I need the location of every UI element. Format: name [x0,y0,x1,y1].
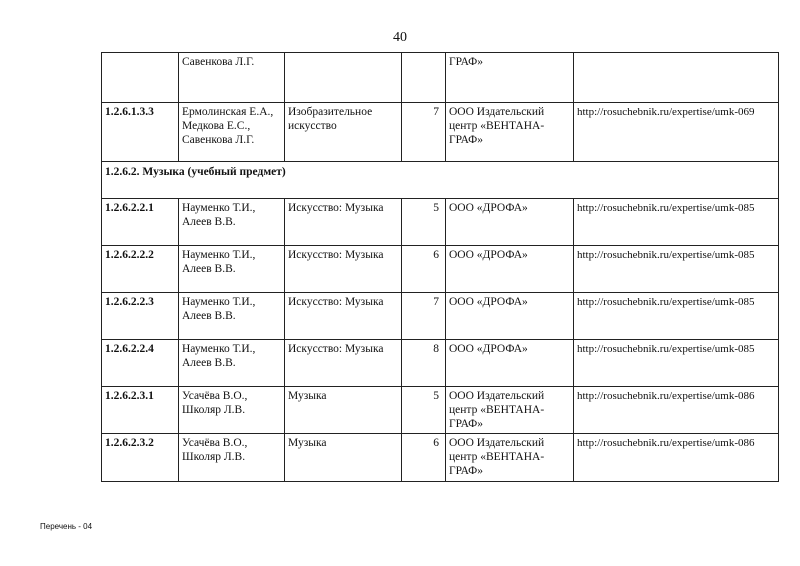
code-cell: 1.2.6.2.2.2 [102,246,179,293]
title-cell: Искусство: Музыка [285,340,402,387]
table-row [102,340,779,387]
grade-cell: 8 [402,340,446,387]
title-cell [285,53,402,103]
title-cell: Музыка [285,434,402,482]
authors-cell: Науменко Т.И., Алеев В.В. [179,199,285,246]
grade-cell: 6 [402,434,446,482]
section-title: 1.2.6.2. Музыка (учебный предмет) [102,162,779,199]
title-cell: Искусство: Музыка [285,246,402,293]
grade-cell: 5 [402,387,446,434]
publisher-cell: ООО Издательский центр «ВЕНТАНА-ГРАФ» [446,434,574,482]
textbook-table [101,52,779,482]
code-cell: 1.2.6.2.2.1 [102,199,179,246]
grade-cell: 7 [402,103,446,162]
authors-cell: Савенкова Л.Г. [179,53,285,103]
url-cell [574,53,779,103]
authors-cell: Ермолинская Е.А., Медкова Е.С., Савенкова Л.Г. [179,103,285,162]
url-cell: http://rosuchebnik.ru/expertise/umk-085 [574,199,779,246]
table-row [102,246,779,293]
title-cell: Музыка [285,387,402,434]
code-cell: 1.2.6.2.3.2 [102,434,179,482]
title-cell: Искусство: Музыка [285,199,402,246]
url-cell: http://rosuchebnik.ru/expertise/umk-085 [574,340,779,387]
code-cell [102,53,179,103]
grade-cell: 6 [402,246,446,293]
url-cell: http://rosuchebnik.ru/expertise/umk-085 [574,246,779,293]
section-row [102,162,779,199]
code-cell: 1.2.6.1.3.3 [102,103,179,162]
table-row [102,387,779,434]
url-cell: http://rosuchebnik.ru/expertise/umk-085 [574,293,779,340]
authors-cell: Усачёва В.О., Школяр Л.В. [179,434,285,482]
publisher-cell: ООО Издательский центр «ВЕНТАНА-ГРАФ» [446,103,574,162]
grade-cell: 7 [402,293,446,340]
code-cell: 1.2.6.2.2.4 [102,340,179,387]
authors-cell: Науменко Т.И., Алеев В.В. [179,293,285,340]
title-cell: Искусство: Музыка [285,293,402,340]
table-row [102,434,779,482]
authors-cell: Науменко Т.И., Алеев В.В. [179,340,285,387]
publisher-cell: ООО Издательский центр «ВЕНТАНА-ГРАФ» [446,387,574,434]
publisher-cell: ООО «ДРОФА» [446,246,574,293]
publisher-cell: ГРАФ» [446,53,574,103]
publisher-cell: ООО «ДРОФА» [446,199,574,246]
url-cell: http://rosuchebnik.ru/expertise/umk-086 [574,387,779,434]
code-cell: 1.2.6.2.3.1 [102,387,179,434]
title-cell: Изобразительное искусство [285,103,402,162]
publisher-cell: ООО «ДРОФА» [446,340,574,387]
table-row [102,293,779,340]
grade-cell [402,53,446,103]
url-cell: http://rosuchebnik.ru/expertise/umk-086 [574,434,779,482]
table-row [102,199,779,246]
page-number: 40 [393,30,407,45]
code-cell: 1.2.6.2.2.3 [102,293,179,340]
table-row [102,103,779,162]
publisher-cell: ООО «ДРОФА» [446,293,574,340]
authors-cell: Усачёва В.О., Школяр Л.В. [179,387,285,434]
footer-label: Перечень - 04 [40,522,93,531]
table-row [102,53,779,103]
url-cell: http://rosuchebnik.ru/expertise/umk-069 [574,103,779,162]
authors-cell: Науменко Т.И., Алеев В.В. [179,246,285,293]
grade-cell: 5 [402,199,446,246]
